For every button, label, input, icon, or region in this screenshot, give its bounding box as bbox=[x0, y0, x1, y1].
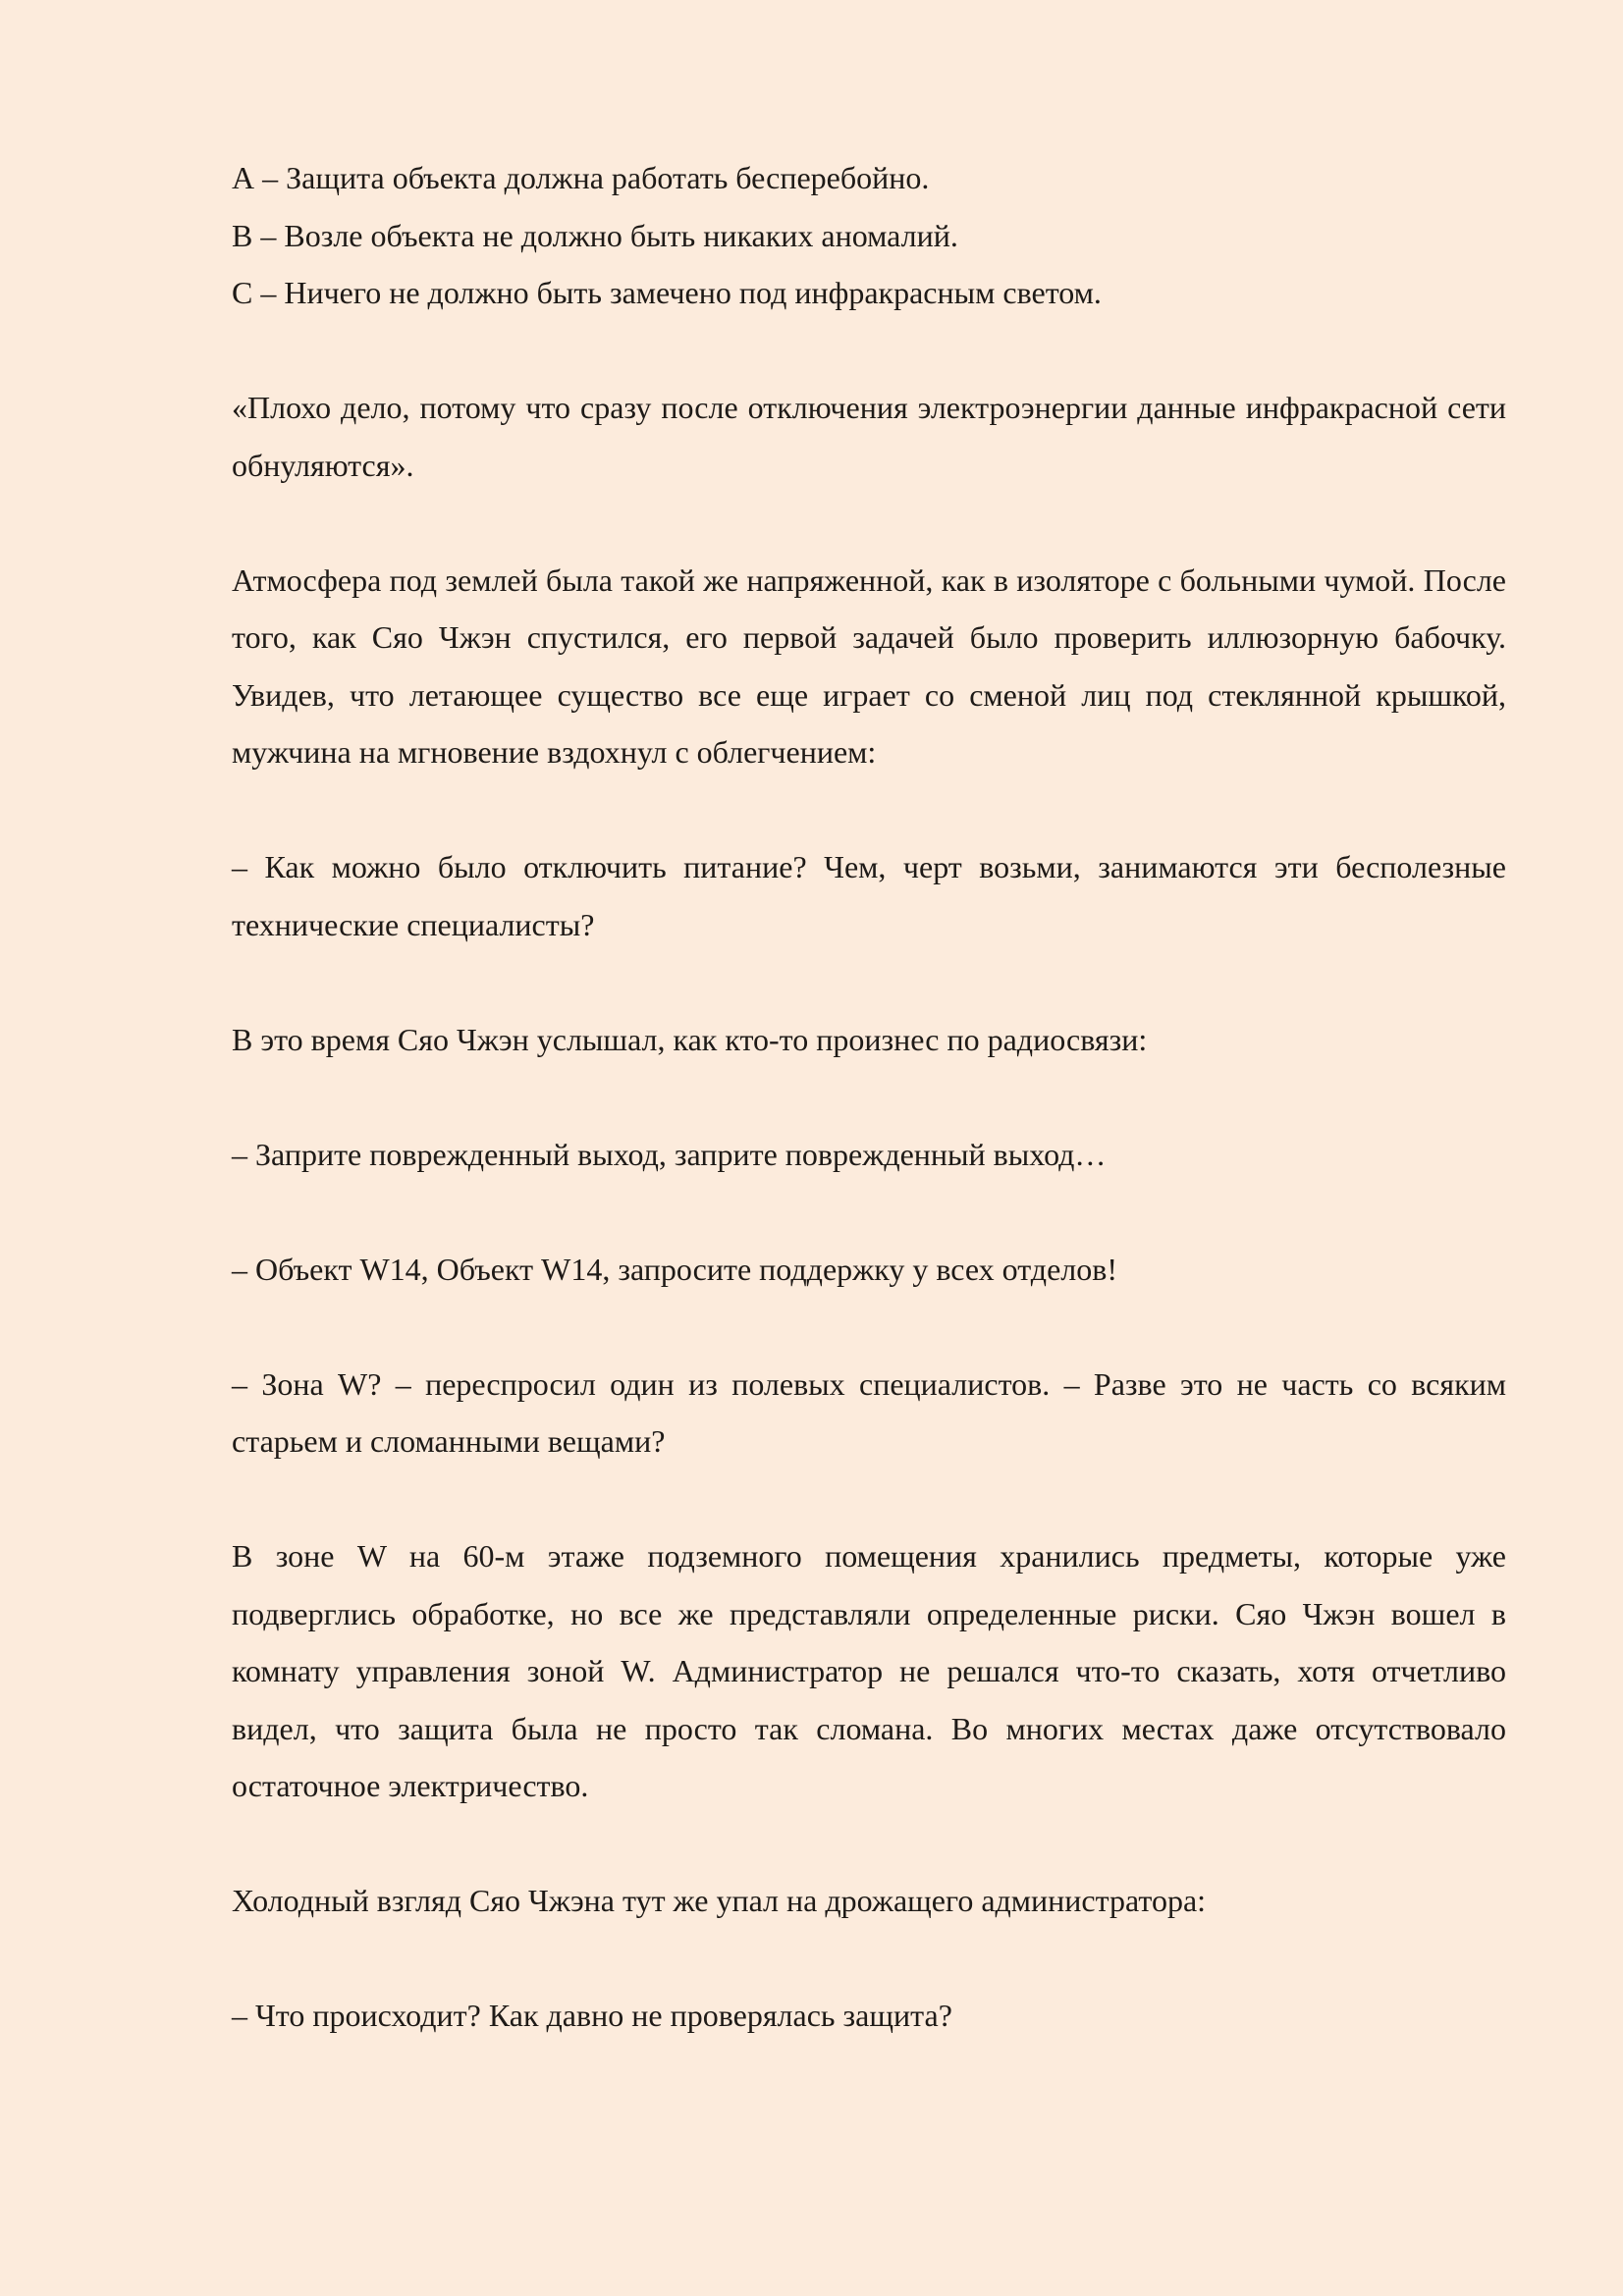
paragraph-4: В это время Сяо Чжэн услышал, как кто-то произнес по радиосвязи: bbox=[232, 1021, 1148, 1057]
paragraph-gap bbox=[232, 781, 1506, 839]
paragraph-9: Холодный взгляд Сяо Чжэна тут же упал на дрожащего администратора: bbox=[232, 1883, 1207, 1918]
paragraph-gap bbox=[232, 1298, 1506, 1356]
paragraph-10: – Что происходит? Как давно не проверялась защита? bbox=[232, 1998, 952, 2033]
paragraph-gap bbox=[232, 953, 1506, 1011]
requirement-line-a: А – Защита объекта должна работать бесперебойно. bbox=[232, 160, 930, 195]
paragraph-gap bbox=[232, 1183, 1506, 1241]
paragraph-3: – Как можно было отключить питание? Чем, черт возьми, занимаются эти бесполезные технические специалисты? bbox=[232, 849, 1506, 942]
paragraph-8: В зоне W на 60-м этаже подземного помещения хранились предметы, которые уже подверглись обработке, но все же представляли определенные риски. Сяо Чжэн вошел в комнату управления зоной W. Администратор не решался что-то сказать, хотя отчетливо видел, что защита была не просто так сломана. Во многих местах даже отсутствовало остаточное электричество. bbox=[232, 1538, 1506, 1803]
paragraph-5: – Заприте поврежденный выход, заприте поврежденный выход… bbox=[232, 1136, 1107, 1172]
paragraph-gap bbox=[232, 322, 1506, 380]
paragraph-2: Атмосфера под землей была такой же напряженной, как в изоляторе с больными чумой. После того, как Сяо Чжэн спустился, его первой задачей было проверить иллюзорную бабочку. Увидев, что летающее существо все еще играет со сменой лиц под стеклянной крышкой, мужчина на мгновение вздохнул с облегчением: bbox=[232, 561, 1506, 770]
paragraph-1: «Плохо дело, потому что сразу после отключения электроэнергии данные инфракрасной сети обнуляются». bbox=[232, 390, 1506, 483]
paragraph-7: – Зона W? – переспросил один из полевых специалистов. – Разве это не часть со всяким старьем и сломанными вещами? bbox=[232, 1365, 1506, 1459]
requirement-line-b: В – Возле объекта не должно быть никаких аномалий. bbox=[232, 217, 958, 253]
document-body bbox=[232, 149, 1506, 2045]
paragraph-gap bbox=[232, 1470, 1506, 1528]
requirement-line-c: С – Ничего не должно быть замечено под инфракрасным светом. bbox=[232, 275, 1102, 310]
paragraph-gap bbox=[232, 1930, 1506, 1988]
paragraph-gap bbox=[232, 494, 1506, 552]
paragraph-6: – Объект W14, Объект W14, запросите поддержку у всех отделов! bbox=[232, 1251, 1117, 1287]
paragraph-gap bbox=[232, 1815, 1506, 1873]
paragraph-gap bbox=[232, 1068, 1506, 1126]
